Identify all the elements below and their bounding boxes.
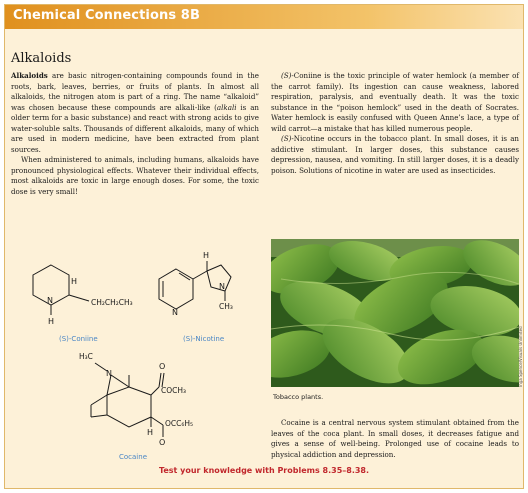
- cocaine-benzoyl-o: O: [159, 438, 166, 447]
- nicotine-pyridine-n: N: [172, 308, 178, 317]
- photo-caption: Tobacco plants.: [273, 393, 324, 401]
- nicotine-prefix: (S): [281, 134, 292, 143]
- box-header: [5, 5, 523, 29]
- cocaine-n-atom: N: [106, 369, 112, 378]
- bottom-right-column: [271, 418, 519, 460]
- coniine-label: (S)-Coniine: [59, 335, 98, 343]
- coniine-propyl: CH₂CH₂CH₃: [91, 298, 133, 307]
- box-title: Chemical Connections 8B: [13, 8, 200, 23]
- tobacco-plants-photo: [271, 239, 519, 387]
- right-p2-text: -Nicotine occurs in the tobacco plant. In small doses, it is an addictive stimulant. In larger doses, this substance causes depression, nausea, and vomiting. In still larger doses, it is a deadly poison. Solutions of nicotine in water are used as insecticides.: [271, 134, 519, 175]
- nicotine-h-atom: H: [203, 251, 210, 260]
- nicotine-methyl: CH₃: [219, 302, 233, 311]
- right-column: [271, 71, 519, 176]
- coniine-prefix: (S): [281, 71, 292, 80]
- left-column: [11, 71, 259, 197]
- alkaloids-term: Alkaloids: [11, 71, 48, 80]
- chemical-connections-box: [4, 4, 524, 489]
- cocaine-h-atom: H: [147, 428, 154, 437]
- nicotine-pyrrolidine-n: N: [219, 282, 225, 291]
- left-paragraph-2: When administered to animals, including humans, alkaloids have pronounced physiological effects. Whatever their individual effects, most alkaloids are toxic in large enough doses. For some, the toxic dose is very small!: [11, 155, 259, 196]
- right-paragraph-1: [271, 71, 519, 134]
- section-title: Alkaloids: [11, 51, 72, 66]
- right-paragraph-2: [271, 134, 519, 176]
- cocaine-structure: [91, 363, 164, 437]
- cocaine-carbonyl-o: O: [159, 362, 166, 371]
- coniine-h-atom: H: [71, 277, 78, 286]
- cocaine-paragraph: Cocaine is a central nervous system stimulant obtained from the leaves of the coca plant. In small doses, it decreases fatigue and gives a sense of well-being. Prolonged use of cocaine leads to physical addiction and depression.: [271, 418, 519, 459]
- left-paragraph-1: [11, 71, 259, 155]
- nicotine-label: (S)-Nicotine: [183, 335, 225, 343]
- coniine-n-atom: N: [47, 296, 53, 305]
- left-p1-text-a: are basic nitrogen-containing compounds found in the roots, bark, leaves, berries, or fruits of plants. In almost all alkaloids, the nitrogen atom is part of a ring. The name “alkaloid” was chosen because these compounds are alkali-like (: [11, 71, 259, 112]
- coniine-nh-atom: H: [48, 317, 55, 326]
- left-p1-text-b: is an older term for a basic substance) and react with strong acids to give water-soluble salts. Thousands of different alkaloids, many of which are used in modern medicine, have been extracted from plant sources.: [11, 102, 259, 154]
- cocaine-methyl: H₃C: [79, 352, 93, 361]
- cocaine-label: Cocaine: [119, 453, 147, 461]
- cocaine-ester-2: OCC₆H₅: [165, 419, 194, 428]
- photo-credit: Inga Spence/Visuals Unlimited: [518, 326, 523, 387]
- right-p1-text: -Coniine is the toxic principle of water hemlock (a member of the carrot family). Its ingestion can cause weakness, labored respiration, paralysis, and eventually death. It was the toxic substance in the “poison hemlock” used in the death of Socrates. Water hemlock is easily confused with Queen Anne’s lace, a type of wild carrot—a mistake that has killed numerous people.: [271, 71, 519, 133]
- footer-problems-link[interactable]: Test your knowledge with Problems 8.35–8.38.: [158, 466, 370, 475]
- cocaine-ester-1: COCH₃: [161, 386, 187, 395]
- coniine-structure: [33, 265, 89, 315]
- alkaloid-structures: [11, 245, 263, 467]
- alkali-term: alkali: [216, 102, 237, 112]
